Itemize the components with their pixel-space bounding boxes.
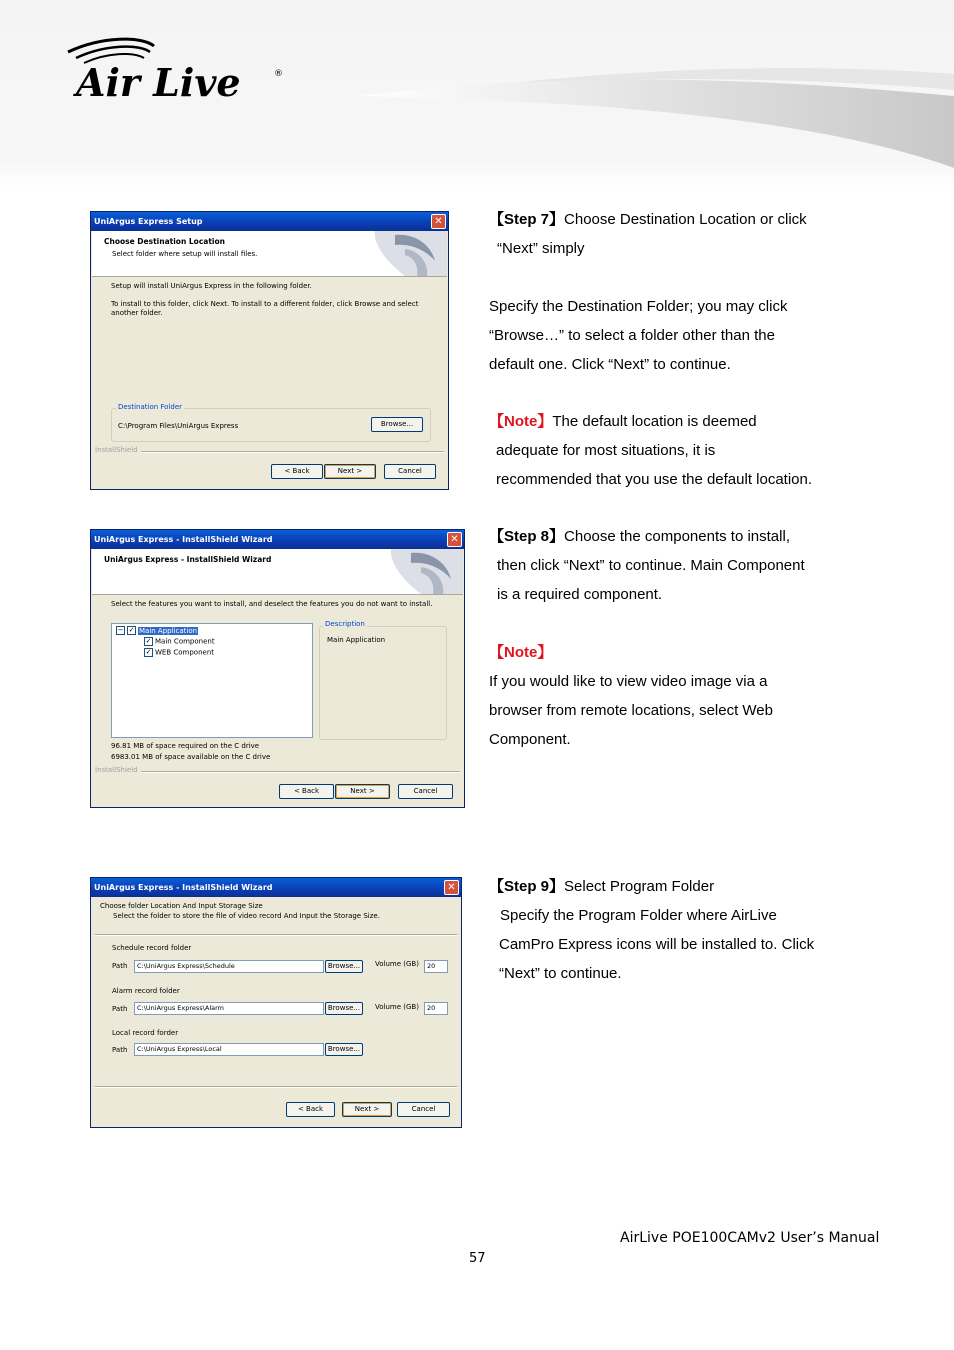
alarm-browse-button[interactable]: Browse... bbox=[325, 1002, 363, 1015]
dialog-subheading: Select the folder to store the file of video record And Input the Storage Size. bbox=[113, 912, 380, 920]
back-button[interactable]: < Back bbox=[279, 784, 334, 799]
separator bbox=[95, 1086, 457, 1088]
step7-text: Choose Destination Location or click bbox=[564, 211, 807, 228]
svg-text:®: ® bbox=[274, 69, 283, 79]
note-line: Component. bbox=[489, 731, 571, 748]
page-number: 57 bbox=[469, 1251, 486, 1266]
schedule-folder-title: Schedule record folder bbox=[112, 944, 192, 952]
note-label: 【Note】 bbox=[489, 413, 553, 430]
svg-text:Air Live: Air Live bbox=[76, 60, 241, 104]
step9-line: Specify the Program Folder where AirLive bbox=[500, 907, 777, 924]
note-line: adequate for most situations, it is bbox=[496, 442, 716, 459]
schedule-path-input[interactable]: C:\UniArgus Express\Schedule bbox=[134, 960, 324, 973]
feature-instruction: Select the features you want to install, and deselect the features you do not want to install. bbox=[111, 600, 433, 608]
note-line: browser from remote locations, select Web bbox=[489, 702, 773, 719]
schedule-browse-button[interactable]: Browse... bbox=[325, 960, 363, 973]
expand-icon: − bbox=[117, 626, 124, 634]
wizard-header bbox=[92, 549, 463, 595]
separator bbox=[95, 934, 457, 936]
tree-item-web-component[interactable] bbox=[144, 648, 214, 657]
step7-para-line: default one. Click “Next” to continue. bbox=[489, 356, 731, 373]
step7-label: 【Step 7】 bbox=[489, 211, 565, 228]
separator bbox=[95, 771, 460, 773]
dialog-titlebar bbox=[91, 212, 448, 231]
dialog-heading: Choose folder Location And Input Storage Size bbox=[100, 902, 263, 910]
dialog-titlebar bbox=[91, 530, 464, 549]
dialog-title: UniArgus Express - InstallShield Wizard bbox=[94, 535, 273, 544]
step9-line: CamPro Express icons will be installed to. Click bbox=[499, 936, 815, 953]
tree-item-main-component[interactable] bbox=[144, 637, 215, 646]
tree-label: Main Component bbox=[155, 637, 215, 646]
dialog-title: UniArgus Express - InstallShield Wizard bbox=[94, 883, 273, 892]
step7-block bbox=[489, 205, 849, 263]
step7-text-2: “Next” simply bbox=[497, 240, 585, 257]
step9-line: Select Program Folder bbox=[564, 878, 715, 895]
note-line: If you would like to view video image via a bbox=[489, 673, 768, 690]
dialog-title: UniArgus Express Setup bbox=[94, 217, 203, 226]
local-path-input[interactable]: C:\UniArgus Express\Local bbox=[134, 1043, 324, 1056]
manual-title: AirLive POE100CAMv2 User’s Manual bbox=[620, 1230, 880, 1246]
alarm-folder-title: Alarm record folder bbox=[112, 987, 180, 995]
wizard-heading: Choose Destination Location bbox=[104, 237, 225, 246]
volume-label: Volume (GB) bbox=[375, 960, 419, 968]
checkbox-icon[interactable]: ✓ bbox=[145, 648, 152, 656]
close-icon[interactable]: ✕ bbox=[444, 880, 459, 895]
airlive-logo bbox=[62, 34, 292, 104]
separator bbox=[95, 451, 444, 453]
next-button[interactable]: Next > bbox=[324, 464, 376, 479]
close-icon[interactable]: ✕ bbox=[447, 532, 462, 547]
close-icon[interactable]: ✕ bbox=[431, 214, 446, 229]
description-title: Description bbox=[325, 620, 365, 628]
step8-block bbox=[489, 522, 859, 609]
local-browse-button[interactable]: Browse... bbox=[325, 1043, 363, 1056]
note-label: 【Note】 bbox=[489, 644, 553, 661]
destination-path: C:\Program Files\UniArgus Express bbox=[118, 422, 239, 430]
install-instruction-line-2: another folder. bbox=[111, 309, 163, 317]
select-features-dialog bbox=[90, 529, 465, 808]
installshield-label: InstallShield bbox=[95, 446, 141, 454]
wizard-artwork-icon bbox=[381, 549, 463, 594]
tree-label: Main Application bbox=[139, 626, 198, 635]
volume-label: Volume (GB) bbox=[375, 1003, 419, 1011]
cancel-button[interactable]: Cancel bbox=[384, 464, 436, 479]
back-button[interactable]: < Back bbox=[286, 1102, 335, 1117]
dialog-titlebar bbox=[91, 878, 461, 897]
step7-para-line: “Browse…” to select a folder other than the bbox=[489, 327, 775, 344]
space-required: 96.81 MB of space required on the C drive bbox=[111, 742, 260, 750]
step9-block bbox=[489, 872, 859, 988]
storage-folder-dialog bbox=[90, 877, 462, 1128]
browse-button[interactable]: Browse... bbox=[371, 417, 423, 432]
step7-paragraph bbox=[489, 292, 849, 379]
path-label: Path bbox=[112, 962, 128, 970]
step8-line: Choose the components to install, bbox=[564, 528, 790, 545]
install-info-line: Setup will install UniArgus Express in the following folder. bbox=[111, 282, 312, 290]
step7-para-line: Specify the Destination Folder; you may click bbox=[489, 298, 788, 315]
next-button[interactable]: Next > bbox=[342, 1102, 392, 1117]
note-line: recommended that you use the default location. bbox=[496, 471, 813, 488]
install-instruction-line: To install to this folder, click Next. To install to a different folder, click Browse and select bbox=[111, 300, 419, 308]
step8-line: is a required component. bbox=[497, 586, 663, 603]
local-folder-title: Local record forder bbox=[112, 1029, 179, 1037]
next-button[interactable]: Next > bbox=[335, 784, 390, 799]
tree-label: WEB Component bbox=[155, 648, 215, 657]
step8-line: then click “Next” to continue. Main Component bbox=[497, 557, 805, 574]
schedule-volume-input[interactable]: 20 bbox=[424, 960, 448, 973]
step9-label: 【Step 9】 bbox=[489, 878, 565, 895]
destination-folder-title: Destination Folder bbox=[118, 403, 183, 411]
note-line: The default location is deemed bbox=[552, 413, 757, 430]
back-button[interactable]: < Back bbox=[271, 464, 323, 479]
checkbox-icon[interactable]: ✓ bbox=[145, 637, 152, 645]
path-label: Path bbox=[112, 1005, 128, 1013]
alarm-path-input[interactable]: C:\UniArgus Express\Alarm bbox=[134, 1002, 324, 1015]
installshield-label: InstallShield bbox=[95, 766, 141, 774]
step9-line: “Next” to continue. bbox=[499, 965, 622, 982]
cancel-button[interactable]: Cancel bbox=[397, 1102, 450, 1117]
wizard-subheading: Select folder where setup will install files. bbox=[112, 250, 258, 258]
space-available: 6983.01 MB of space available on the C drive bbox=[111, 753, 271, 761]
cancel-button[interactable]: Cancel bbox=[398, 784, 453, 799]
checkbox-icon[interactable]: ✓ bbox=[128, 626, 135, 634]
destination-location-dialog bbox=[90, 211, 449, 490]
step7-note bbox=[489, 407, 859, 494]
wizard-header bbox=[92, 231, 447, 277]
step8-label: 【Step 8】 bbox=[489, 528, 565, 545]
wizard-artwork-icon bbox=[365, 231, 447, 276]
step8-note bbox=[489, 638, 859, 754]
path-label: Path bbox=[112, 1046, 128, 1054]
tree-item-main-application[interactable] bbox=[116, 626, 198, 635]
feature-tree bbox=[111, 623, 313, 738]
description-text: Main Application bbox=[327, 636, 386, 644]
wizard-heading: UniArgus Express - InstallShield Wizard bbox=[104, 555, 272, 564]
alarm-volume-input[interactable]: 20 bbox=[424, 1002, 448, 1015]
